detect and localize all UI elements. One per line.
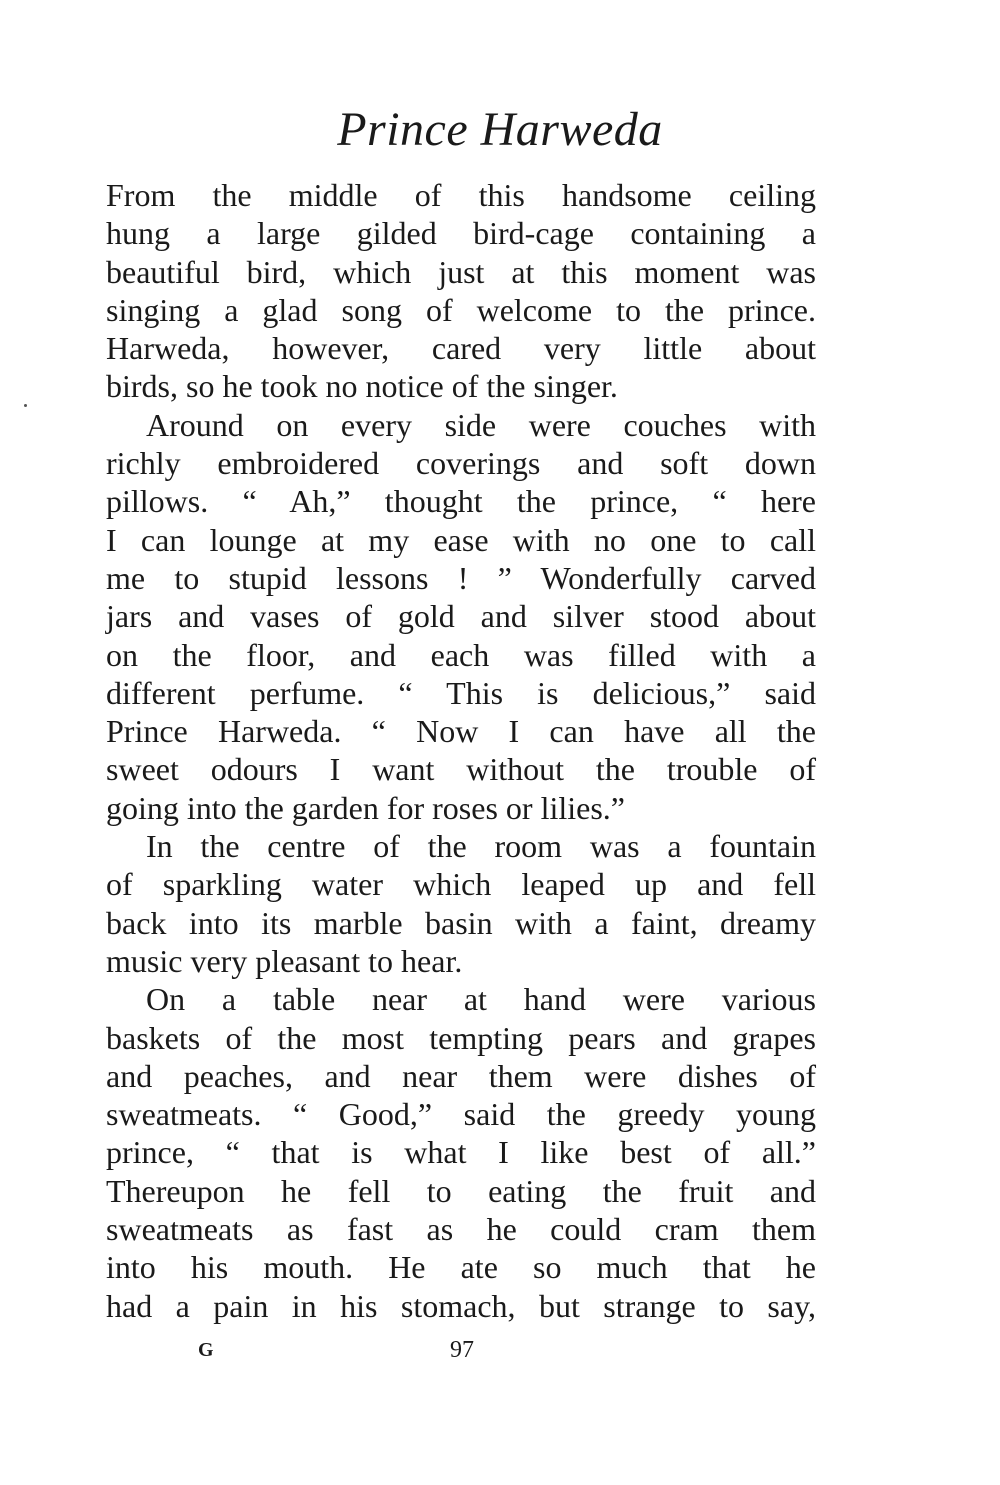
text-line: and peaches, and near them were dishes of [106,1057,816,1094]
text-line: singing a glad song of welcome to the prince. [106,291,816,328]
text-line: baskets of the most tempting pears and grapes [106,1019,816,1056]
text-line: jars and vases of gold and silver stood about [106,598,816,635]
text-line: prince, “ that is what I like best of all.” [106,1134,816,1171]
print-speck [24,404,27,407]
text-line: of sparkling water which leaped up and fell [106,866,816,903]
text-line: me to stupid lessons ! ” Wonderfully carved [106,559,816,596]
body-text [106,176,816,1325]
text-line: birds, so he took no notice of the singer. [106,368,618,405]
text-line: richly embroidered coverings and soft down [106,445,816,482]
text-line: Thereupon he fell to eating the fruit and [106,1172,816,1209]
text-line: on the floor, and each was filled with a [106,636,816,673]
text-line: sweet odours I want without the trouble of [106,751,816,788]
text-line: sweatmeats. “ Good,” said the greedy young [106,1096,816,1133]
text-line: pillows. “ Ah,” thought the prince, “ here [106,483,816,520]
text-line: Around on every side were couches with [146,406,816,443]
text-line: music very pleasant to hear. [106,942,463,979]
text-line: hung a large gilded bird-cage containing a [106,215,816,252]
text-line: On a table near at hand were various [146,981,816,1018]
text-line: beautiful bird, which just at this moment was [106,253,816,290]
signature-mark: G [198,1339,214,1361]
text-line: Prince Harweda. “ Now I can have all the [106,713,816,750]
text-line: into his mouth. He ate so much that he [106,1249,816,1286]
text-line: back into its marble basin with a faint, dreamy [106,904,816,941]
page-number: 97 [450,1337,474,1363]
text-line: From the middle of this handsome ceiling [106,177,816,213]
text-line: I can lounge at my ease with no one to call [106,521,816,558]
text-line: Harweda, however, cared very little about [106,330,816,367]
running-title: Prince Harweda [337,103,663,156]
text-line: going into the garden for roses or lilies.” [106,789,625,826]
text-line: In the centre of the room was a fountain [146,828,816,865]
text-line: sweatmeats as fast as he could cram them [106,1211,816,1248]
text-line: had a pain in his stomach, but strange to say, [106,1287,816,1324]
text-line: different perfume. “ This is delicious,” said [106,674,816,711]
